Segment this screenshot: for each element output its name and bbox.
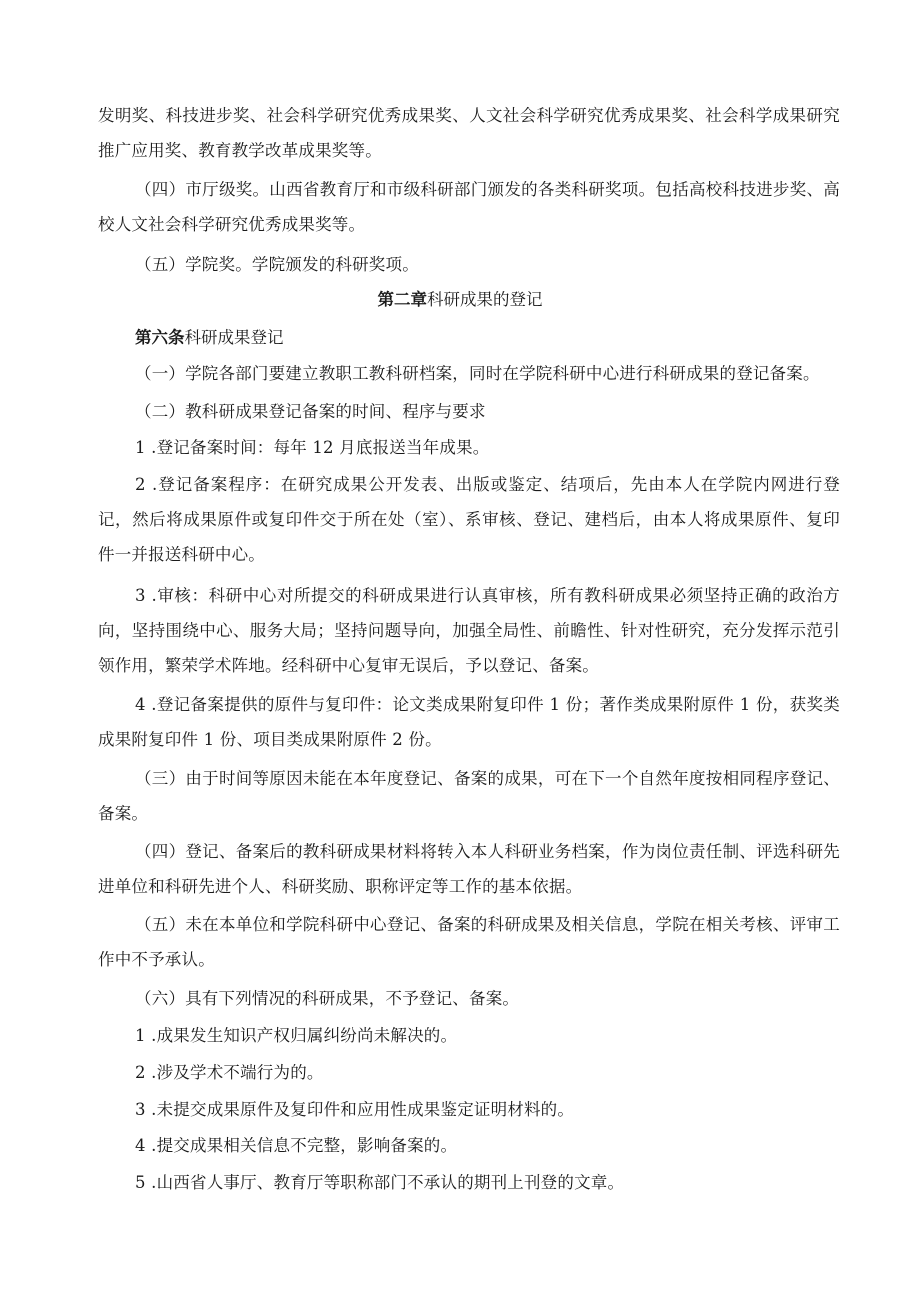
list-item-ip-dispute: 1 .成果发生知识产权归属纠纷尚未解决的。 (135, 1026, 458, 1045)
article-title: 科研成果登记 (184, 328, 284, 347)
list-item-registration-procedure: 2 .登记备案程序：在研究成果公开发表、出版或鉴定、结项后，先由本人在学院内网进行登记，然后将成果原件或复印件交于所在处（室）、系审核、登记、建档后，由本人将成果原件、复印件一并报送科研中心。 (98, 475, 840, 564)
paragraph-unregistered-results: （五）未在本单位和学院科研中心登记、备案的科研成果及相关信息，学院在相关考核、评审工作中不予承认。 (98, 915, 840, 969)
chapter-title: 科研成果的登记 (427, 290, 543, 309)
article-heading (135, 320, 284, 355)
paragraph-registration-rules: （二）教科研成果登记备案的时间、程序与要求 (135, 402, 486, 421)
list-item-registration-time: 1 .登记备案时间：每年 12 月底报送当年成果。 (135, 438, 490, 457)
paragraph-awards-continued: 发明奖、科技进步奖、社会科学研究优秀成果奖、人文社会科学研究优秀成果奖、社会科学成果研究推广应用奖、教育教学改革成果奖等。 (98, 106, 840, 160)
paragraph-archive-transfer: （四）登记、备案后的教科研成果材料将转入本人科研业务档案，作为岗位责任制、评选科研先进单位和科研先进个人、科研奖励、职称评定等工作的基本依据。 (98, 842, 840, 896)
paragraph-archive-requirement: （一）学院各部门要建立教职工教科研档案，同时在学院科研中心进行科研成果的登记备案。 (135, 364, 820, 383)
list-item-unrecognized-journals: 5 .山西省人事厅、教育厅等职称部门不承认的期刊上刊登的文章。 (135, 1173, 625, 1192)
paragraph-college-awards: （五）学院奖。学院颁发的科研奖项。 (135, 255, 419, 274)
chapter-number: 第二章 (377, 290, 427, 309)
paragraph-late-registration: （三）由于时间等原因未能在本年度登记、备案的成果，可在下一个自然年度按相同程序登记、备案。 (98, 769, 840, 823)
list-item-misconduct: 2 .涉及学术不端行为的。 (135, 1063, 324, 1082)
list-item-documents-provided: 4 .登记备案提供的原件与复印件：论文类成果附复印件 1 份；著作类成果附原件 1 份，获奖类成果附复印件 1 份、项目类成果附原件 2 份。 (98, 695, 840, 749)
list-item-review: 3 .审核：科研中心对所提交的科研成果进行认真审核，所有教科研成果必须坚持正确的政治方向，坚持围绕中心、服务大局；坚持问题导向，加强全局性、前瞻性、针对性研究，充分发挥示范引领作用，繁荣学术阵地。经科研中心复审无误后，予以登记、备案。 (98, 586, 840, 675)
paragraph-municipal-awards: （四）市厅级奖。山西省教育厅和市级科研部门颁发的各类科研奖项。包括高校科技进步奖、高校人文社会科学研究优秀成果奖等。 (98, 180, 840, 234)
chapter-heading (0, 282, 920, 317)
paragraph-exclusions-intro: （六）具有下列情况的科研成果，不予登记、备案。 (135, 989, 520, 1008)
list-item-incomplete-info: 4 .提交成果相关信息不完整，影响备案的。 (135, 1136, 458, 1155)
article-number: 第六条 (135, 328, 185, 347)
list-item-missing-materials: 3 .未提交成果原件及复印件和应用性成果鉴定证明材料的。 (135, 1100, 575, 1119)
